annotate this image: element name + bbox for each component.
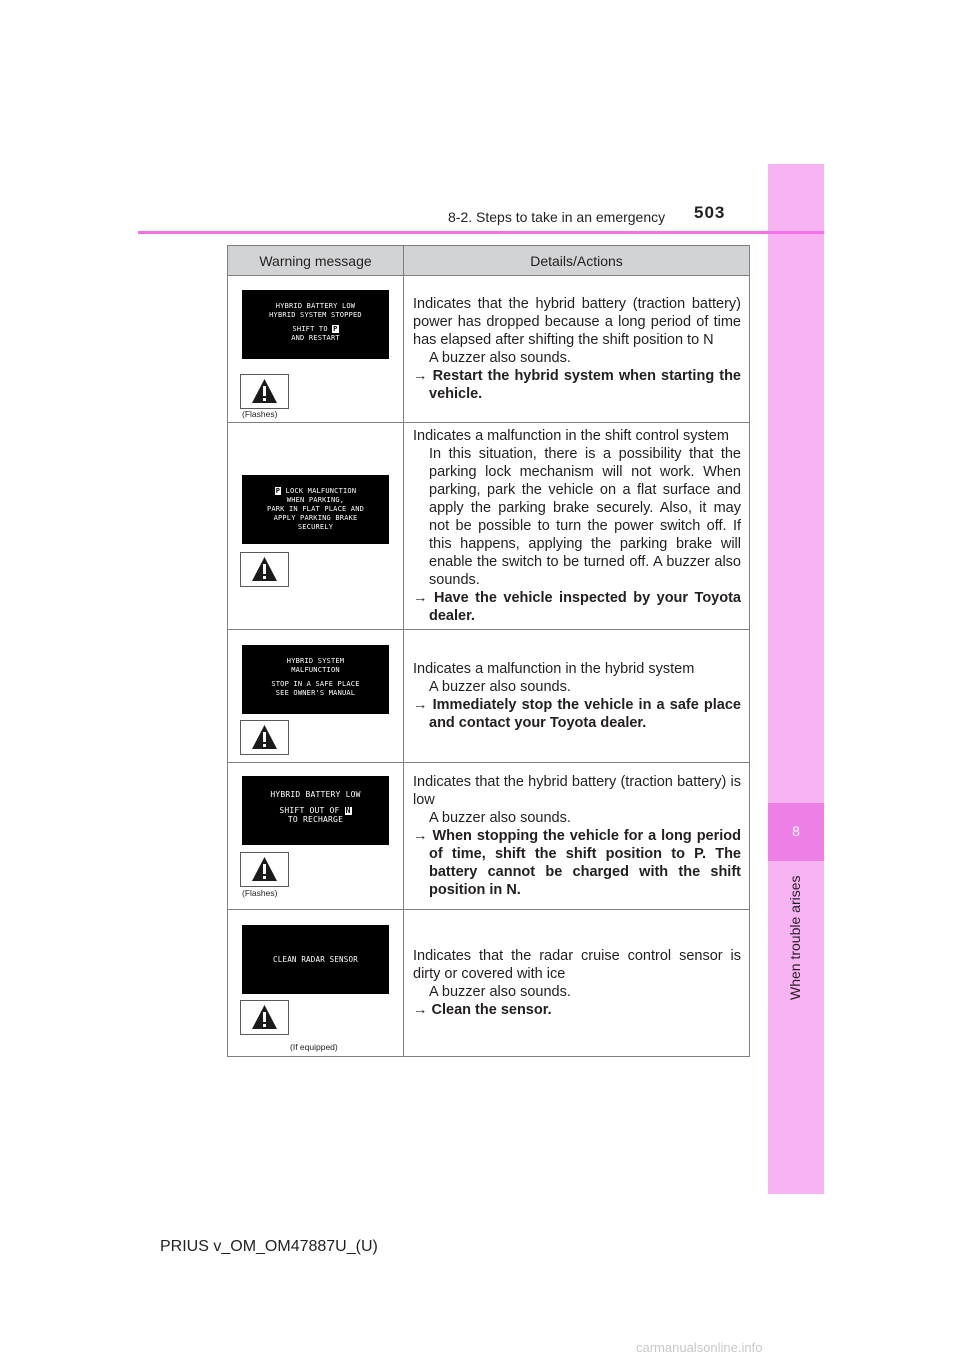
screen-line: HYBRID BATTERY LOW [275,302,356,310]
warning-image-cell [228,423,404,630]
document-id: PRIUS v_OM_OM47887U_(U) [160,1238,378,1255]
action-text [413,696,741,732]
warning-triangle-icon [251,856,278,882]
warning-image-cell [228,276,404,423]
action-text [413,1001,741,1019]
buzzer-text: A buzzer also sounds. [429,679,571,695]
screen-line: HYBRID SYSTEM STOPPED [269,311,362,319]
arrow-icon: → [413,697,433,713]
screen-line: HYBRID BATTERY LOW [270,790,361,799]
screen-line: MALFUNCTION [291,666,340,674]
screen-line: SECURELY [297,523,334,531]
arrow-icon: → [413,368,433,384]
watermark: carmanualsonline.info [636,1340,763,1355]
gear-position-icon: P [275,487,281,495]
screen-line [242,799,389,806]
screen-line: SHIFT OUT OF N [279,806,351,815]
detail-text: Indicates a malfunction in the hybrid system [413,661,695,677]
detail-text: Indicates that the hybrid battery (traction battery) is low [413,774,741,808]
action-text [413,367,741,403]
chapter-side-tab [768,164,824,1194]
chapter-number: 8 [792,823,800,839]
arrow-icon: → [413,590,434,606]
warning-triangle-box [240,1000,289,1035]
column-header-message: Warning message [228,246,404,276]
screen-line: PARK IN FLAT PLACE AND [266,505,365,513]
warning-triangle-box [240,852,289,887]
arrow-icon: → [413,1002,432,1018]
detail-text: Indicates that the radar cruise control sensor is dirty or covered with ice [413,948,741,982]
action-text [413,827,741,899]
chapter-label: When trouble arises [787,875,803,1000]
warning-table [227,245,750,1057]
display-screen [242,475,389,544]
display-screen [242,925,389,994]
action-text [413,589,741,625]
warning-triangle-icon [251,556,278,582]
flashes-caption: (Flashes) [242,409,278,419]
gear-position-icon: P [333,325,338,333]
arrow-icon: → [413,828,433,844]
screen-line: P LOCK MALFUNCTION [275,487,357,495]
warning-image-cell [228,910,404,1057]
details-cell [404,763,750,910]
warning-triangle-icon [251,724,278,750]
screen-line: STOP IN A SAFE PLACE [271,680,360,688]
gear-position-icon: N [345,806,351,815]
display-screen [242,776,389,845]
warning-image-cell [228,763,404,910]
screen-line: SHIFT TO P [292,325,338,333]
warning-triangle-icon [251,1004,278,1030]
buzzer-text: In this situation, there is a possibility that the parking lock mechanism will not work. When parking, park the vehicle on a flat surface and apply the parking brake securely. Also, it may not be possible to turn the power switch off. If this happens, applying the parking brake will enable the switch to be turned off. A buzzer also sounds. [429,446,741,588]
detail-text: Indicates a malfunction in the shift control system [413,428,729,444]
action-label: Have the vehicle inspected by your Toyota dealer. [429,590,741,624]
table-row [228,423,750,630]
action-label: When stopping the vehicle for a long period of time, shift the shift position to P. The battery cannot be charged with the shift position in N. [429,828,741,898]
table-row [228,630,750,763]
action-label: Immediately stop the vehicle in a safe place and contact your Toyota dealer. [429,697,741,731]
display-screen [242,290,389,359]
screen-line: APPLY PARKING BRAKE [273,514,358,522]
details-cell [404,910,750,1057]
table-row [228,276,750,423]
header-rule [138,231,824,234]
detail-text: Indicates that the hybrid battery (traction battery) power has dropped because a long period of time has elapsed after shifting the shift position to N [413,296,741,348]
screen-line: HYBRID SYSTEM [286,657,345,665]
warning-image-cell [228,630,404,763]
warning-triangle-icon [251,378,278,404]
page-number: 503 [694,203,726,222]
buzzer-text: A buzzer also sounds. [429,350,571,366]
details-cell [404,276,750,423]
screen-line: WHEN PARKING, [286,496,345,504]
details-cell [404,630,750,763]
buzzer-text: A buzzer also sounds. [429,984,571,1000]
column-header-details: Details/Actions [404,246,750,276]
table-row [228,763,750,910]
display-screen [242,645,389,714]
action-label: Clean the sensor. [431,1002,552,1018]
if-equipped-caption: (If equipped) [290,1042,338,1052]
table-row [228,910,750,1057]
warning-triangle-box [240,720,289,755]
warning-triangle-box [240,374,289,409]
section-title: 8-2. Steps to take in an emergency [448,209,666,225]
action-label: Restart the hybrid system when starting the vehicle. [429,368,741,402]
buzzer-text: A buzzer also sounds. [429,810,571,826]
screen-line: CLEAN RADAR SENSOR [273,955,358,964]
details-cell [404,423,750,630]
screen-line: SEE OWNER'S MANUAL [275,689,356,697]
screen-line: AND RESTART [291,334,340,342]
warning-triangle-box [240,552,289,587]
flashes-caption: (Flashes) [242,888,278,898]
screen-line: TO RECHARGE [287,815,344,824]
